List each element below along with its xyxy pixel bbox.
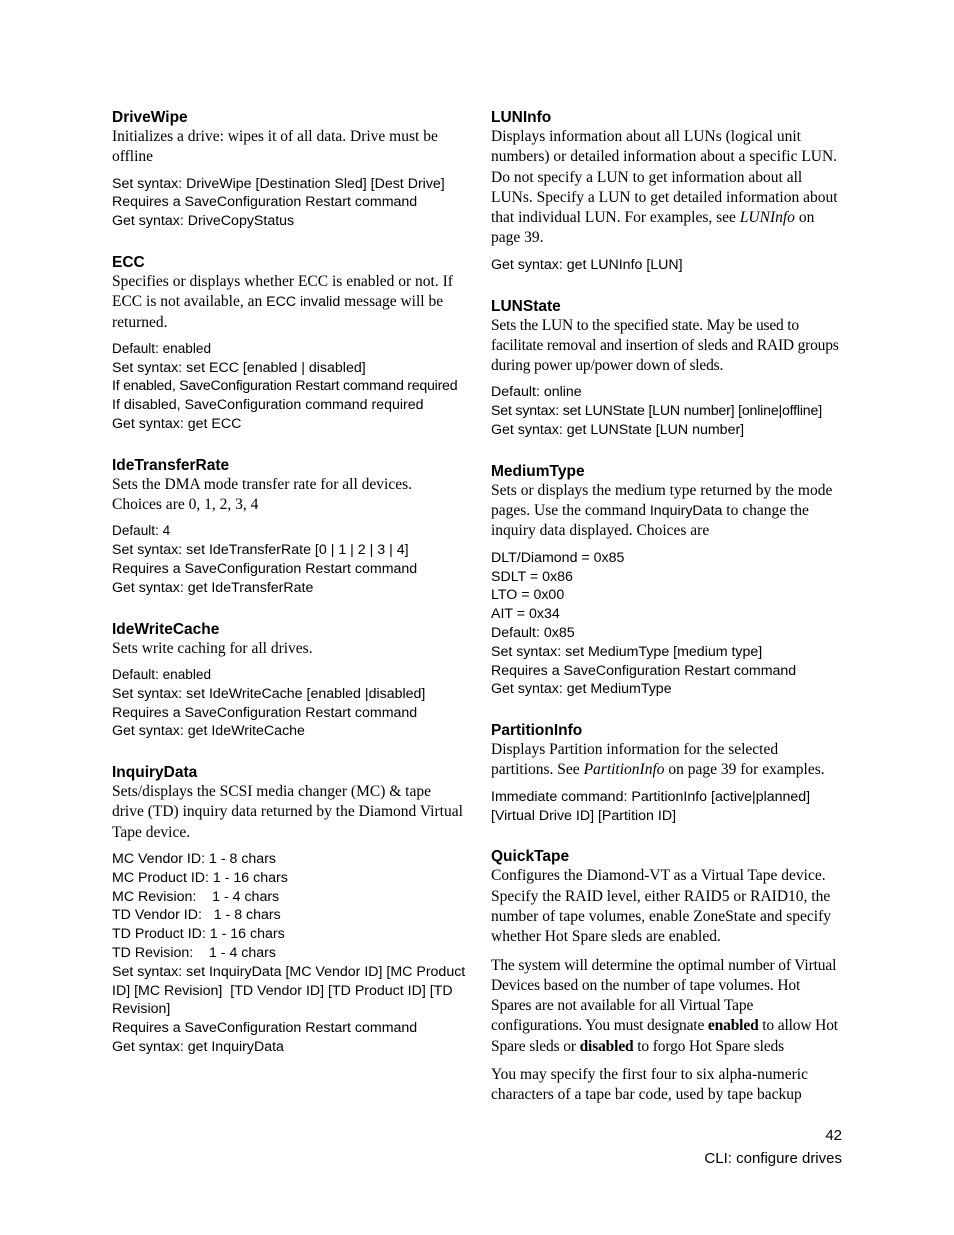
- desc-text: on page 39 for examples.: [664, 761, 825, 779]
- syntax-line: Get syntax: get IdeWriteCache: [112, 723, 305, 740]
- default-line: Default: enabled: [112, 666, 212, 682]
- section-ecc: [112, 251, 464, 434]
- syntax-line: Set syntax: set MediumType [medium type]: [491, 643, 763, 660]
- field-line: MC Vendor ID: 1 - 8 chars: [112, 851, 277, 868]
- choice-line: LTO = 0x00: [491, 587, 565, 604]
- desc-text: Displays Partition information for the selected partitions. See: [491, 741, 779, 779]
- paragraph: [491, 956, 843, 1057]
- field-line: MC Product ID: 1 - 16 chars: [112, 869, 288, 886]
- desc-text: Displays information about all LUNs (logical unit numbers) or detailed information about a specific LUN. Do not specify a LUN to get information about all LUNs. Specify a LUN to get detailed information about that individual LUN. For examples, see: [491, 128, 838, 227]
- section-title: IdeTransferRate: [112, 456, 230, 474]
- syntax-line: Set syntax: set IdeTransferRate [0 | 1 | 2 | 3 | 4]: [112, 542, 409, 559]
- desc-text: message will be returned.: [112, 293, 444, 331]
- section-description: Initializes a drive: wipes it of all data. Drive must be offline: [112, 128, 438, 166]
- section-idewritecache: [112, 618, 464, 741]
- para-text: The system will determine the optimal number of Virtual Devices based on the number of tape volumes. Hot Spares are not available for all Virtual Tape configurations. You must designate: [491, 956, 837, 1035]
- desc-code: ECC invalid: [266, 294, 341, 311]
- para-bold: disabled: [579, 1037, 634, 1055]
- syntax-line: Get syntax: get ECC: [112, 416, 242, 433]
- section-title: MediumType: [491, 462, 585, 480]
- syntax-line: Get syntax: DriveCopyStatus: [112, 213, 295, 230]
- syntax-line: Requires a SaveConfiguration Restart command: [112, 561, 418, 578]
- syntax-line: Requires a SaveConfiguration Restart command: [112, 194, 418, 211]
- desc-text: to change the inquiry data displayed. Choices are: [491, 502, 809, 540]
- desc-text: Specifies or displays whether ECC is enabled or not. If ECC is not available, an: [112, 272, 453, 311]
- syntax-line: If disabled, SaveConfiguration command required: [112, 397, 424, 414]
- page-footer: [704, 1124, 842, 1170]
- desc-text: Sets or displays the medium type returned by the mode pages. Use the command: [491, 481, 833, 520]
- syntax-line: [Virtual Drive ID] [Partition ID]: [491, 807, 677, 824]
- page-number: 42: [825, 1127, 842, 1144]
- section-idetransferrate: [112, 454, 464, 598]
- section-description: [491, 127, 843, 249]
- syntax-line: Requires a SaveConfiguration Restart command: [112, 704, 418, 721]
- section-title: DriveWipe: [112, 109, 188, 126]
- desc-italic: LUNInfo: [739, 209, 795, 227]
- section-description: [491, 481, 843, 542]
- field-line: TD Vendor ID: 1 - 8 chars: [112, 907, 281, 924]
- section-title: ECC: [112, 253, 145, 271]
- section-luninfo: [491, 106, 843, 275]
- default-line: Default: 4: [112, 523, 171, 539]
- choice-line: DLT/Diamond = 0x85: [491, 549, 625, 566]
- syntax-line: Get syntax: get LUNInfo [LUN]: [491, 256, 683, 273]
- section-partitioninfo: [491, 719, 843, 825]
- syntax-line: Set syntax: set InquiryData [MC Vendor ID] [MC Product: [112, 963, 466, 980]
- syntax-line: Set syntax: set LUNState [LUN number] [online|offline]: [491, 403, 822, 420]
- section-description: Sets write caching for all drives.: [112, 639, 313, 657]
- syntax-line: Requires a SaveConfiguration Restart command: [491, 662, 797, 679]
- desc-code: InquiryData: [649, 503, 723, 520]
- section-description: Sets the LUN to the specified state. May be used to facilitate removal and insertion of sleds and RAID groups during power up/power down of sleds.: [491, 316, 839, 375]
- syntax-line: Get syntax: get LUNState [LUN number]: [491, 422, 745, 439]
- default-line: Default: 0x85: [491, 624, 575, 641]
- section-title: InquiryData: [112, 764, 198, 782]
- syntax-line: Set syntax: DriveWipe [Destination Sled] [Dest Drive]: [112, 175, 445, 192]
- paragraph: Configures the Diamond-VT as a Virtual Tape device. Specify the RAID level, either RAID5 or RAID10, the number of tape volumes, enable ZoneState and specify whether Hot Spare sleds are enabled.: [491, 867, 832, 946]
- desc-text: on page 39.: [491, 209, 815, 247]
- section-lunstate: [491, 295, 843, 440]
- field-line: TD Revision: 1 - 4 chars: [112, 945, 276, 961]
- section-description: [112, 272, 464, 333]
- syntax-line: If enabled, SaveConfiguration Restart command required: [112, 378, 458, 395]
- default-line: Default: enabled: [112, 340, 212, 356]
- syntax-line: Immediate command: PartitionInfo [active|planned]: [491, 788, 811, 805]
- section-title: QuickTape: [491, 848, 570, 866]
- section-description: Sets the DMA mode transfer rate for all devices. Choices are 0, 1, 2, 3, 4: [112, 475, 413, 514]
- section-inquirydata: [112, 761, 464, 1057]
- section-description: Sets/displays the SCSI media changer (MC) & tape drive (TD) inquiry data returned by the Diamond Virtual Tape device.: [112, 783, 463, 841]
- choice-line: SDLT = 0x86: [491, 568, 573, 585]
- para-text: to allow Hot Spare sleds or: [491, 1017, 838, 1055]
- syntax-line: Revision]: [112, 1001, 171, 1018]
- syntax-line: Get syntax: get IdeTransferRate: [112, 579, 314, 596]
- syntax-line: Get syntax: get MediumType: [491, 681, 672, 698]
- section-title: IdeWriteCache: [112, 620, 220, 638]
- paragraph: You may specify the first four to six alpha-numeric characters of a tape bar code, used by tape backup: [491, 1065, 808, 1104]
- choice-line: AIT = 0x34: [491, 606, 560, 623]
- section-drivewipe: [112, 106, 464, 231]
- section-description: [491, 740, 843, 781]
- right-column: [491, 106, 843, 1126]
- syntax-line: Set syntax: set IdeWriteCache [enabled |disabled]: [112, 685, 426, 702]
- syntax-line: Get syntax: get InquiryData: [112, 1038, 284, 1055]
- field-line: TD Product ID: 1 - 16 chars: [112, 926, 285, 943]
- section-title: LUNInfo: [491, 109, 552, 126]
- section-title: LUNState: [491, 297, 561, 315]
- syntax-line: Set syntax: set ECC [enabled | disabled]: [112, 359, 366, 376]
- syntax-line: ID] [MC Revision] [TD Vendor ID] [TD Product ID] [TD: [112, 982, 453, 999]
- left-column: [112, 106, 464, 1077]
- section-title: PartitionInfo: [491, 722, 583, 740]
- field-line: MC Revision: 1 - 4 chars: [112, 888, 280, 905]
- desc-italic: PartitionInfo: [583, 761, 665, 779]
- footer-section-title: CLI: configure drives: [704, 1150, 842, 1167]
- syntax-line: Requires a SaveConfiguration Restart command: [112, 1020, 418, 1037]
- default-line: Default: online: [491, 384, 582, 401]
- section-mediumtype: [491, 460, 843, 699]
- para-bold: enabled: [707, 1017, 759, 1035]
- para-text: to forgo Hot Spare sleds: [633, 1037, 785, 1055]
- section-quicktape: [491, 845, 843, 1105]
